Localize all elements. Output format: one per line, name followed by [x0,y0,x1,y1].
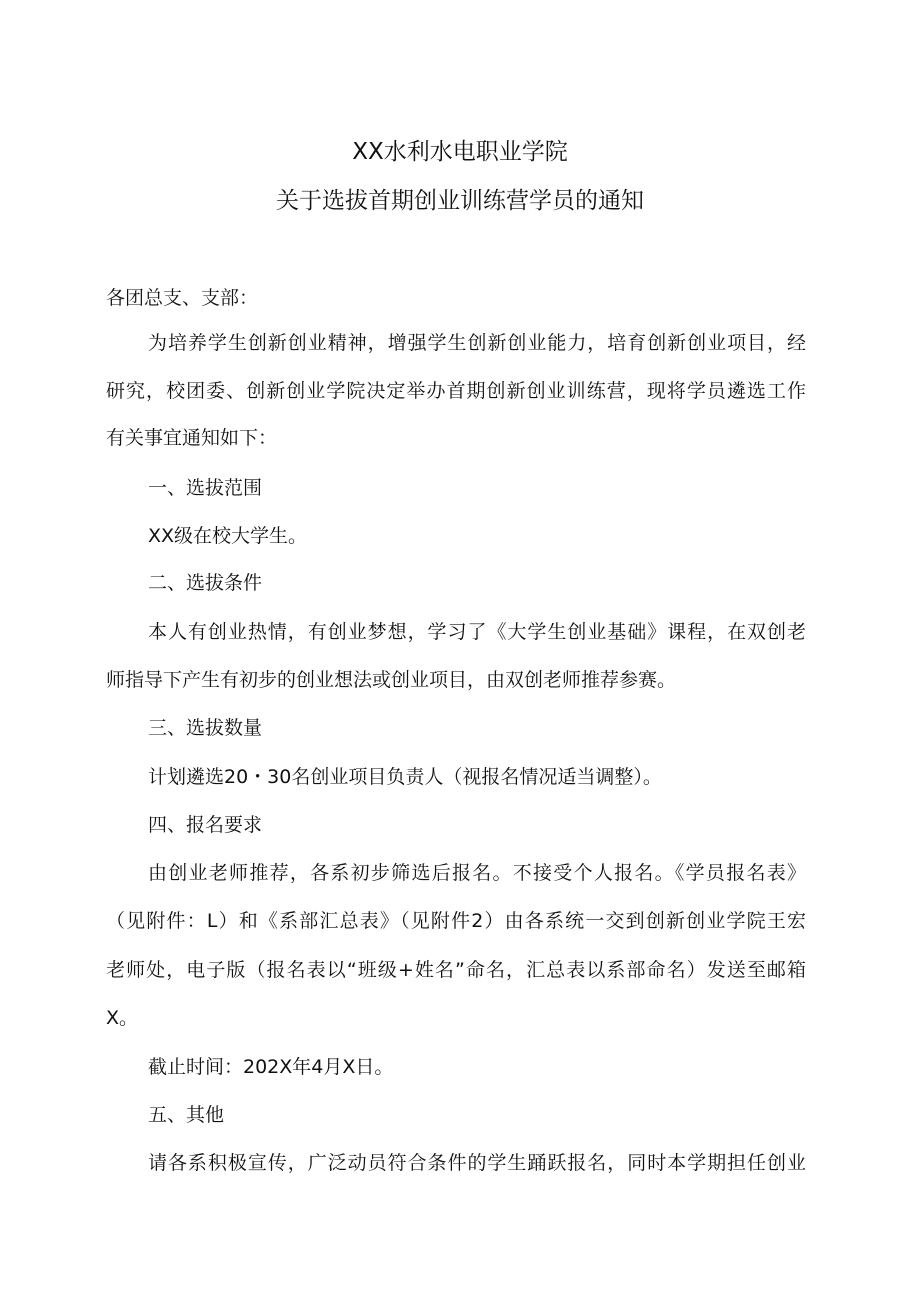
section-5-line-1: 请各系积极宣传，广泛动员符合条件的学生踊跃报名，同时本学期担任创业 [148,1152,806,1174]
section-4-line-3: 老师处，电子版（报名表以“班级+姓名”命名，汇总表以系部命名）发送至邮箱 [106,959,806,981]
section-5-heading: 五、其他 [148,1104,225,1126]
deadline-text: 截止时间：202X年4月X日。 [148,1056,394,1078]
section-3-heading: 三、选拔数量 [148,717,263,739]
intro-paragraph-line-2: 研究，校团委、创新创业学院决定举办首期创新创业训练营，现将学员遴选工作 [106,380,806,402]
section-2-line-2: 师指导下产生有初步的创业想法或创业项目，由双创老师推荐参赛。 [106,669,677,691]
document-title-school: XX水利水电职业学院 [352,139,568,165]
section-1-heading: 一、选拔范围 [148,477,263,499]
section-1-text: XX级在校大学生。 [148,525,308,547]
section-3-text: 计划遴选20・30名创业项目负责人（视报名情况适当调整）。 [148,766,662,788]
section-2-heading: 二、选拔条件 [148,572,263,594]
intro-paragraph-line-1: 为培养学生创新创业精神，增强学生创新创业能力，培育创新创业项目，经 [148,332,806,354]
section-4-line-4: X。 [106,1007,139,1029]
document-title-notice: 关于选拔首期创业训练营学员的通知 [276,188,644,214]
intro-paragraph-line-3: 有关事宜通知如下： [106,427,278,449]
section-2-line-1: 本人有创业热情，有创业梦想，学习了《大学生创业基础》课程，在双创老 [148,621,806,643]
salutation: 各团总支、支部： [106,287,259,309]
section-4-line-2: （见附件：L）和《系部汇总表》（见附件2）由各系统一交到创新创业学院王宏 [106,910,806,932]
section-4-heading: 四、报名要求 [148,814,263,836]
section-4-line-1: 由创业老师推荐，各系初步筛选后报名。不接受个人报名。《学员报名表》 [148,862,806,884]
